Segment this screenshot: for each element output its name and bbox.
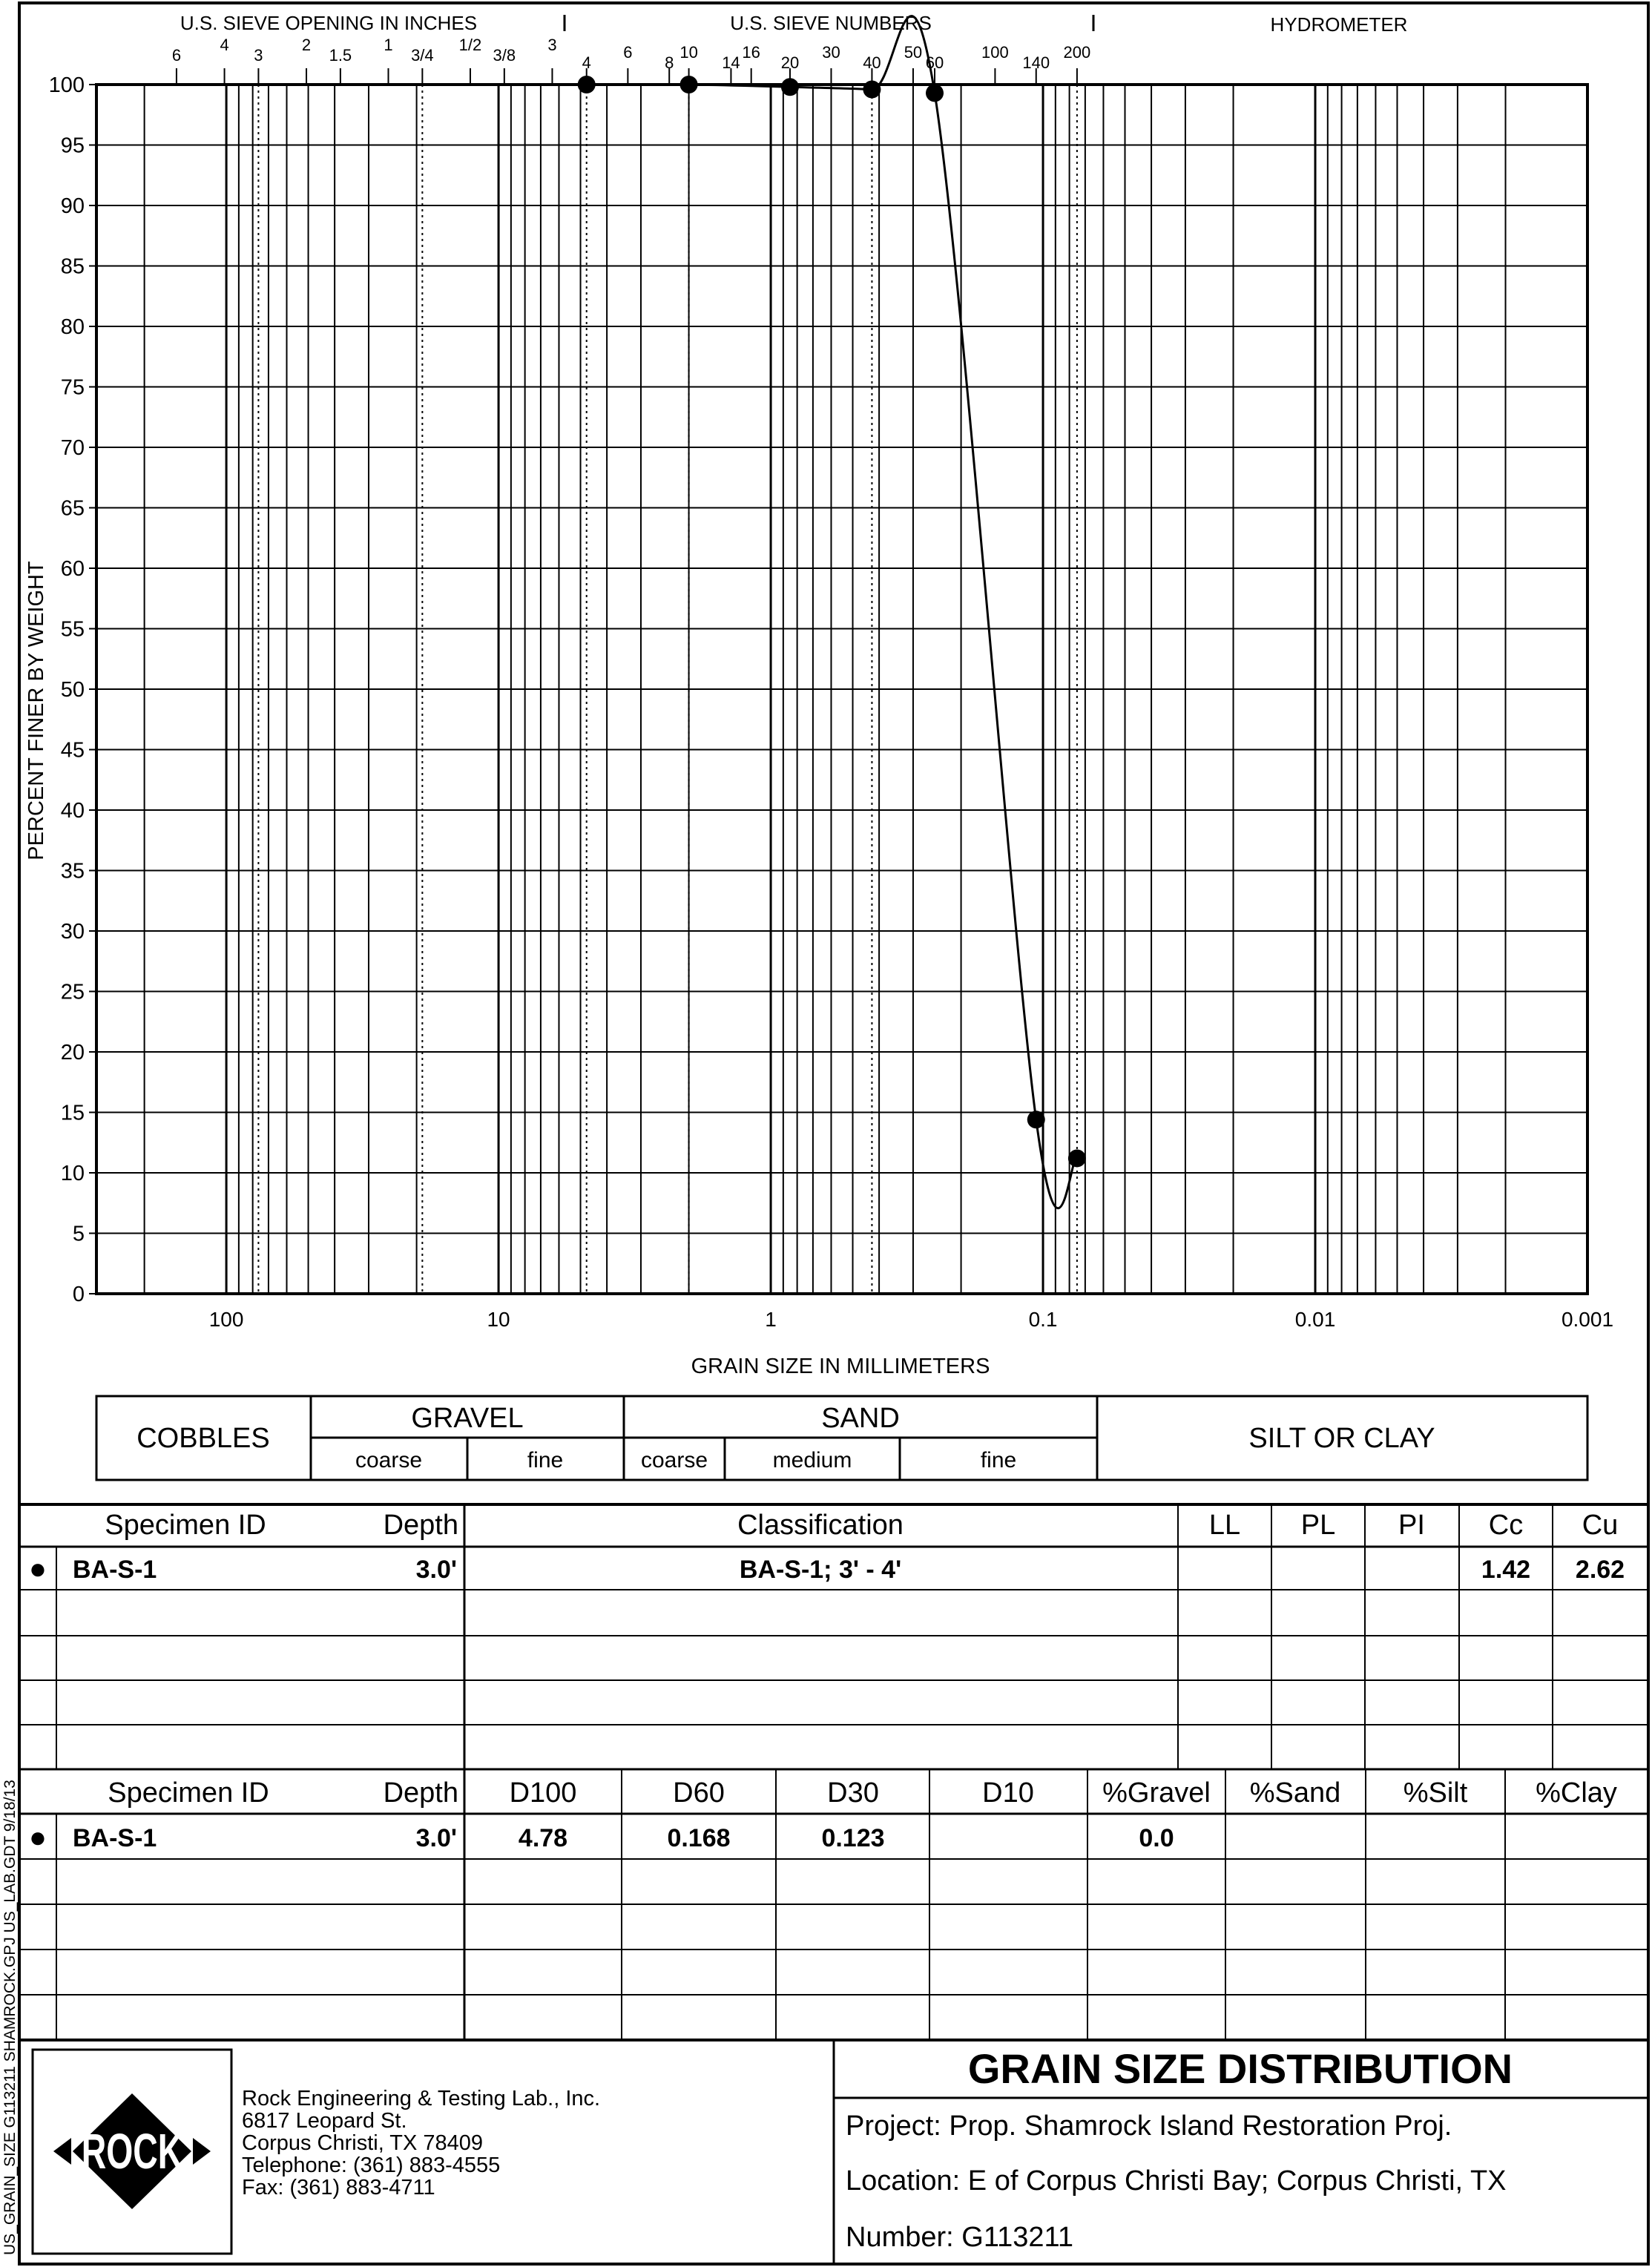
page-border	[19, 3, 1648, 2264]
y-tick-label: 75	[60, 375, 85, 400]
y-tick-label: 0	[72, 1283, 85, 1306]
y-tick-label: 50	[60, 678, 85, 702]
sieve-inch-label: 3	[254, 46, 263, 65]
t2-row-d100: 4.78	[518, 1824, 568, 1852]
company-fax: Fax: (361) 883-4711	[242, 2176, 435, 2199]
t1-row-marker: ●	[28, 1553, 47, 1585]
y-tick-label: 55	[60, 617, 85, 642]
y-tick-label: 25	[60, 980, 85, 1004]
sieve-number-label: 8	[665, 53, 674, 72]
classification-table	[19, 1504, 1648, 1769]
sieve-top-labels	[172, 36, 1090, 85]
t2-row-d30: 0.123	[821, 1824, 885, 1852]
y-tick-label: 30	[60, 920, 85, 944]
rock-logo	[53, 2093, 211, 2209]
sieve-number-label: 16	[742, 43, 760, 62]
t2-row-d60: 0.168	[667, 1824, 731, 1852]
plot-grid	[96, 85, 1587, 1294]
x-axis-label: GRAIN SIZE IN MILLIMETERS	[691, 1355, 990, 1378]
x-tick-label: 0.1	[1028, 1308, 1058, 1331]
company-street: 6817 Leopard St.	[242, 2109, 407, 2133]
y-tick-label: 70	[60, 436, 85, 460]
side-file-label: US_GRAIN_SIZE G113211 SHAMROCK.GPJ US_LAB.GDT 9/18/13	[1, 1780, 19, 2255]
sand-medium-label: medium	[772, 1448, 852, 1473]
t1-row-cu: 2.62	[1575, 1556, 1625, 1584]
report-title: GRAIN SIZE DISTRIBUTION	[967, 2045, 1513, 2092]
t2-row-marker: ●	[28, 1821, 47, 1854]
sieve-number-label: 40	[863, 53, 881, 72]
x-tick-label: 0.001	[1561, 1308, 1614, 1331]
t2-row-specimen: BA-S-1	[73, 1824, 157, 1852]
sieve-number-label: 4	[582, 53, 591, 72]
t2-row-gravel: 0.0	[1139, 1824, 1174, 1852]
t1-row-cc: 1.42	[1481, 1556, 1531, 1584]
sieve-numbers-header: U.S. SIEVE NUMBERS	[730, 12, 932, 34]
data-point	[926, 84, 944, 102]
t2-header-d100: D100	[509, 1777, 577, 1809]
silt-clay-label: SILT OR CLAY	[1248, 1423, 1435, 1454]
sieve-number-label: 14	[722, 53, 740, 72]
hydrometer-header: HYDROMETER	[1270, 13, 1408, 36]
t2-header-clay: %Clay	[1536, 1777, 1617, 1809]
t2-header-gravel: %Gravel	[1102, 1777, 1211, 1809]
sieve-number-label: 100	[981, 43, 1009, 62]
t2-header-d10: D10	[982, 1777, 1034, 1809]
y-tick-label: 5	[72, 1222, 85, 1246]
sand-label: SAND	[821, 1403, 900, 1434]
gravel-label: GRAVEL	[411, 1403, 524, 1434]
sieve-number-label: 50	[904, 43, 923, 62]
data-point	[1068, 1149, 1086, 1167]
t1-header-specimen: Specimen ID	[105, 1510, 266, 1541]
sieve-number-label: 10	[679, 43, 698, 62]
y-tick-label: 35	[60, 859, 85, 884]
gravel-coarse-label: coarse	[355, 1448, 423, 1473]
y-tick-label: 65	[60, 496, 85, 521]
grain-size-plot	[49, 16, 1613, 1331]
x-tick-label: 100	[208, 1308, 244, 1331]
y-axis	[49, 73, 96, 1306]
sieve-number-label: 6	[623, 43, 633, 62]
sand-coarse-label: coarse	[640, 1448, 708, 1473]
sieve-inch-label: 1.5	[329, 46, 352, 65]
sieve-inch-label: 3/8	[493, 46, 516, 65]
t2-header-depth: Depth	[383, 1777, 458, 1809]
sieve-inch-label: 3	[547, 36, 557, 54]
y-axis-label: PERCENT FINER BY WEIGHT	[24, 561, 48, 861]
sieve-inch-label: 1	[384, 36, 393, 54]
t1-header-cu: Cu	[1582, 1510, 1619, 1541]
y-tick-label: 80	[60, 315, 85, 339]
cobbles-label: COBBLES	[136, 1423, 270, 1454]
company-name: Rock Engineering & Testing Lab., Inc.	[242, 2087, 601, 2110]
report-footer	[33, 2040, 1648, 2264]
t1-header-classification: Classification	[737, 1510, 904, 1541]
y-tick-label: 95	[60, 134, 85, 158]
sieve-inches-header: U.S. SIEVE OPENING IN INCHES	[180, 12, 478, 34]
company-telephone: Telephone: (361) 883-4555	[242, 2154, 501, 2177]
grain-parameters-table	[19, 1769, 1648, 2040]
x-axis	[209, 1308, 1613, 1331]
sieve-inch-label: 6	[171, 46, 182, 65]
sieve-inch-label: 4	[220, 36, 229, 54]
soil-classification-bar	[96, 1396, 1587, 1480]
sieve-number-label: 200	[1063, 43, 1091, 62]
rock-logo-text: ROCK	[81, 2124, 183, 2180]
t1-header-depth: Depth	[383, 1510, 458, 1541]
t2-header-d60: D60	[673, 1777, 725, 1809]
t1-header-pi: PI	[1398, 1510, 1425, 1541]
sieve-number-label: 140	[1022, 53, 1050, 72]
t1-header-cc: Cc	[1488, 1510, 1524, 1541]
y-tick-label: 100	[48, 73, 85, 97]
y-tick-label: 60	[60, 557, 85, 581]
t2-header-specimen: Specimen ID	[108, 1777, 269, 1809]
y-tick-label: 10	[60, 1162, 85, 1185]
sieve-number-label: 60	[925, 53, 944, 72]
t1-row-depth: 3.0'	[415, 1556, 457, 1584]
sieve-number-label: 30	[822, 43, 840, 62]
project-line: Project: Prop. Shamrock Island Restoration Proj.	[846, 2110, 1452, 2142]
data-point	[1027, 1111, 1045, 1128]
t1-row-specimen: BA-S-1	[73, 1556, 157, 1584]
data-point	[781, 78, 799, 96]
number-line: Number: G113211	[846, 2222, 1073, 2253]
sieve-inch-label: 1/2	[458, 36, 482, 54]
t1-row-classification: BA-S-1; 3' - 4'	[739, 1556, 902, 1584]
t2-header-d30: D30	[827, 1777, 879, 1809]
x-tick-label: 1	[765, 1308, 777, 1331]
y-tick-label: 85	[60, 254, 85, 279]
t1-header-ll: LL	[1208, 1510, 1241, 1541]
y-tick-label: 90	[60, 194, 85, 218]
sieve-inch-label: 2	[301, 36, 312, 54]
t2-row-depth: 3.0'	[415, 1824, 457, 1852]
gravel-fine-label: fine	[527, 1448, 564, 1473]
location-line: Location: E of Corpus Christi Bay; Corpus Christi, TX	[846, 2165, 1507, 2197]
t2-header-sand: %Sand	[1249, 1777, 1341, 1809]
x-tick-label: 10	[487, 1308, 510, 1331]
sieve-inch-label: 3/4	[411, 46, 434, 65]
y-tick-label: 45	[60, 738, 85, 763]
t2-header-silt: %Silt	[1403, 1777, 1468, 1809]
y-tick-label: 20	[60, 1041, 85, 1065]
sand-fine-label: fine	[980, 1448, 1017, 1473]
sieve-number-label: 20	[780, 53, 800, 72]
y-tick-label: 15	[60, 1101, 85, 1125]
x-tick-label: 0.01	[1294, 1308, 1336, 1331]
company-city: Corpus Christi, TX 78409	[242, 2131, 484, 2155]
t1-header-pl: PL	[1300, 1510, 1336, 1541]
y-tick-label: 40	[60, 799, 85, 823]
